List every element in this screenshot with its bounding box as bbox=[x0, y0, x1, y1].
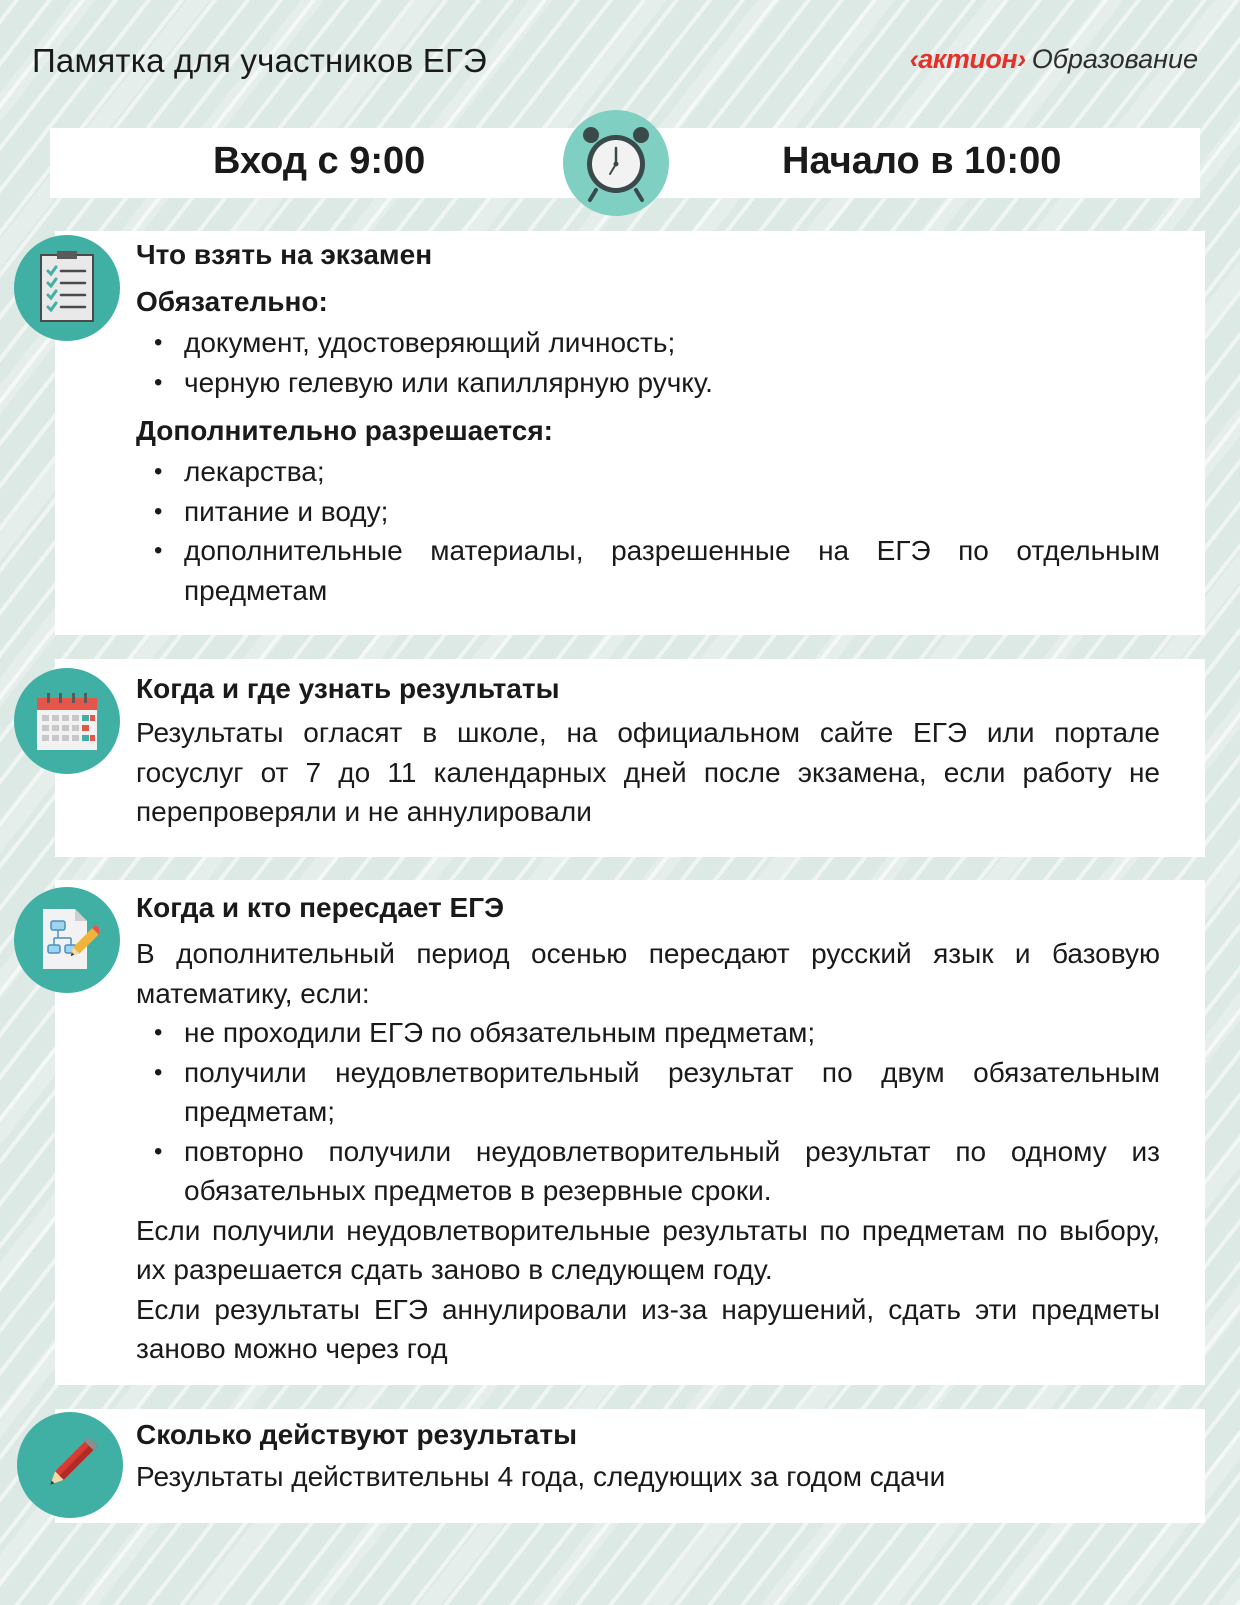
brand-mark: ‹актион› bbox=[909, 44, 1026, 74]
start-time: Начало в 10:00 bbox=[782, 140, 1062, 182]
alarm-clock-icon bbox=[563, 110, 669, 216]
retake-list bbox=[136, 1013, 1160, 1211]
required-list bbox=[136, 323, 1160, 402]
retake-para-1: Если получили неудовлетворительные результаты по предметам по выбору, их разрешается сдать заново в следующем году. bbox=[136, 1214, 1160, 1285]
required-title: Обязательно: bbox=[136, 286, 328, 317]
brand-logo bbox=[910, 44, 1198, 75]
allowed-title: Дополнительно разрешается: bbox=[136, 415, 554, 446]
results-card bbox=[55, 659, 1205, 857]
retake-intro: В дополнительный период осенью пересдают русский язык и базовую математику, если: bbox=[136, 938, 1160, 1009]
entry-time: Вход с 9:00 bbox=[213, 140, 426, 182]
retake-card bbox=[55, 880, 1205, 1385]
results-text: Результаты огласят в школе, на официальном сайте ЕГЭ или портале госуслуг от 7 до 11 календарных дней после экзамена, если работу не перепроверяли и не аннулировали bbox=[136, 717, 1160, 827]
pencil-icon bbox=[17, 1412, 123, 1518]
calendar-icon bbox=[14, 668, 120, 774]
validity-text: Результаты действительны 4 года, следующих за годом сдачи bbox=[136, 1461, 946, 1492]
list-item: • лекарства; bbox=[184, 452, 1160, 492]
list-item: • повторно получили неудовлетворительный результат по одному из обязательных предметов в резервные сроки. bbox=[184, 1132, 1160, 1211]
page-title: Памятка для участников ЕГЭ bbox=[32, 42, 487, 79]
retake-title: Когда и кто пересдает ЕГЭ bbox=[136, 892, 505, 923]
list-item: • получили неудовлетворительный результат по двум обязательным предметам; bbox=[184, 1053, 1160, 1132]
list-item: • питание и воду; bbox=[184, 492, 1160, 532]
results-title: Когда и где узнать результаты bbox=[136, 673, 560, 704]
brand-word: Образование bbox=[1031, 44, 1198, 74]
checklist-icon bbox=[14, 235, 120, 341]
bring-title: Что взять на экзамен bbox=[136, 239, 433, 270]
bring-card bbox=[55, 231, 1205, 635]
list-item: • дополнительные материалы, разрешенные на ЕГЭ по отдельным предметам bbox=[184, 531, 1160, 610]
list-item: • не проходили ЕГЭ по обязательным предметам; bbox=[184, 1013, 1160, 1053]
retake-para-2: Если результаты ЕГЭ аннулировали из-за нарушений, сдать эти предметы заново можно через год bbox=[136, 1293, 1160, 1364]
validity-title: Сколько действуют результаты bbox=[136, 1419, 577, 1450]
validity-card bbox=[55, 1409, 1205, 1523]
allowed-list bbox=[136, 452, 1160, 610]
list-item: • документ, удостоверяющий личность; bbox=[184, 323, 1160, 363]
document-edit-icon bbox=[14, 887, 120, 993]
list-item: • черную гелевую или капиллярную ручку. bbox=[184, 363, 1160, 403]
